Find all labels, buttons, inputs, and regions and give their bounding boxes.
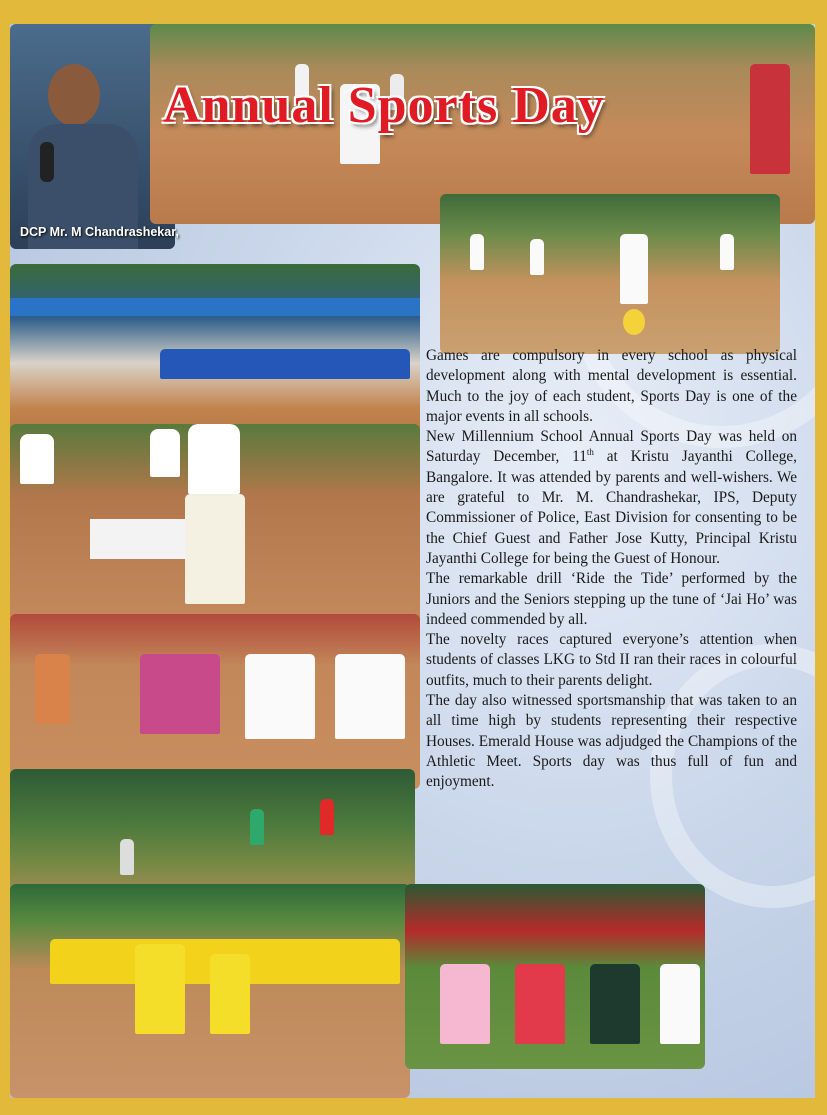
drill-student <box>135 944 185 1034</box>
photo-chef-race <box>10 424 420 629</box>
chef-hat <box>188 424 240 494</box>
runner <box>185 494 245 604</box>
runner <box>470 234 484 270</box>
page-background <box>10 24 815 1098</box>
microphone-icon <box>40 142 54 182</box>
photo-dress-race <box>405 884 705 1069</box>
athlete <box>250 809 264 845</box>
article-text: at Kristu Jayanthi College, Bangalore. It was attended by parents and well-wishers. We are grateful to Mr. M. Chandrashekar, IPS, Deputy Commissioner of Police, East Division for consenting to be the Chief Guest and Father Jose Kutty, Principal Kristu Jayanthi College for being the Guest of Honour. <box>426 448 798 567</box>
article-paragraph: Games are compulsory in every school as physical development along with mental development is essential. Much to the joy of each student, Sports Day is one of the major events in all schools. <box>426 347 797 425</box>
photo-ball-race <box>440 194 780 354</box>
athlete <box>320 799 334 835</box>
photo-march-past <box>10 264 420 444</box>
ordinal-suffix: th <box>586 447 594 458</box>
photo-yellow-drill <box>10 884 410 1098</box>
costume-child <box>590 964 640 1044</box>
costume-child <box>35 654 70 724</box>
runner <box>750 64 790 174</box>
tent-canopy <box>10 298 420 316</box>
photo-novelty-race <box>10 614 420 789</box>
drill-student <box>210 954 250 1034</box>
article-text: New Millennium School Annual Sports Day was held on Saturday December, 11 <box>426 428 797 466</box>
costume-child <box>515 964 565 1044</box>
chef-hat <box>20 434 54 484</box>
article-paragraph <box>426 427 797 569</box>
student-row <box>160 349 410 379</box>
article-paragraph: The remarkable drill ‘Ride the Tide’ performed by the Juniors and the Seniors stepping up the tune of ‘Jai Ho’ was indeed commended by all. <box>426 570 797 628</box>
athlete <box>120 839 134 875</box>
article-paragraph: The novelty races captured everyone’s attention when students of classes LKG to Std II ran their races in colourful outfits, much to their parents delight. <box>426 631 797 689</box>
page-title: Annual Sports Day <box>163 77 605 134</box>
costume-child <box>245 654 315 739</box>
costume-child <box>440 964 490 1044</box>
costume-child <box>660 964 700 1044</box>
ball-icon <box>623 309 645 335</box>
runner <box>720 234 734 270</box>
chef-hat <box>150 429 180 477</box>
costume-child <box>335 654 405 739</box>
podium <box>90 519 200 559</box>
photo-caption: DCP Mr. M Chandrashekar, <box>20 225 179 239</box>
article-paragraph: The day also witnessed sportsmanship that was taken to an all time high by students representing their respective Houses. Emerald House was adjudged the Champions of the Athletic Meet. Sports day was thus full of fun and enjoyment. <box>426 692 797 791</box>
article-body <box>426 346 797 793</box>
costume-child <box>140 654 220 734</box>
speaker-head <box>48 64 100 126</box>
runner <box>620 234 648 304</box>
runner <box>530 239 544 275</box>
